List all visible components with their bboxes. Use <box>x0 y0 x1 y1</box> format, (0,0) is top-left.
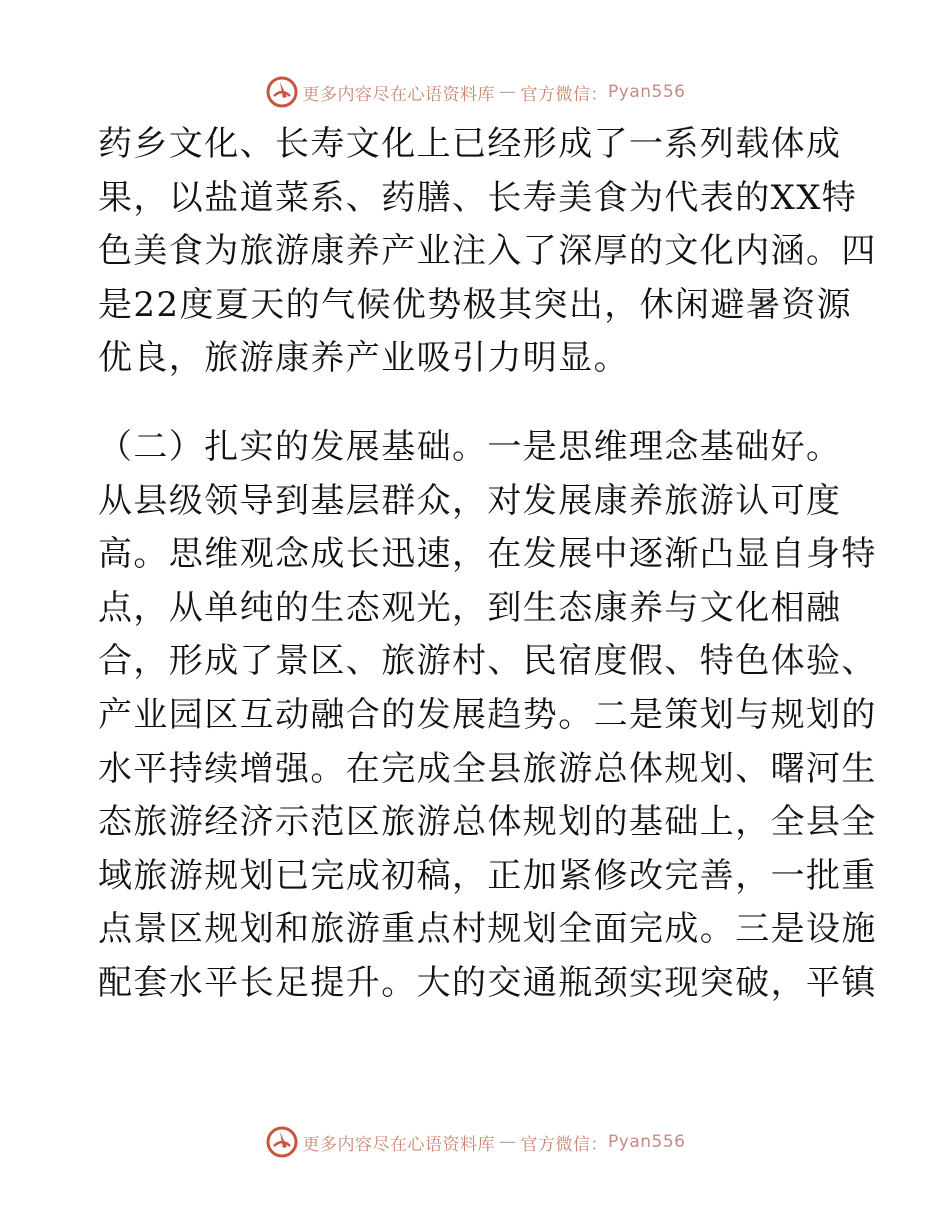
text-line: 是22度夏天的气候优势极其突出，休闲避暑资源 <box>98 284 853 325</box>
watermark-channel-text: 官方微信： <box>520 1134 609 1155</box>
text-line: 产业园区互动融合的发展趋势。二是策划与规划的 <box>98 694 877 735</box>
text-line: 水平持续增强。在完成全县旅游总体规划、曙河生 <box>98 748 877 789</box>
paragraph-climate-culture <box>98 118 877 386</box>
text-line: 色美食为旅游康养产业注入了深厚的文化内涵。四 <box>98 231 877 272</box>
text-line: 态旅游经济示范区旅游总体规划的基础上，全县全 <box>98 802 877 843</box>
text-line: 合，形成了景区、旅游村、民宿度假、特色体验、 <box>98 641 877 682</box>
text-line: 点景区规划和旅游重点村规划全面完成。三是设施 <box>98 909 877 950</box>
text-line: 高。思维观念成长迅速，在发展中逐渐凸显自身特 <box>98 534 877 575</box>
watermark-site-text: 更多内容尽在心语资料库 <box>302 1134 496 1155</box>
watermark-separator: — <box>499 82 517 102</box>
watermark-separator: — <box>499 1132 517 1152</box>
text-line: （二）扎实的发展基础。一是思维理念基础好。 <box>98 426 842 467</box>
watermark-channel-text: 官方微信： <box>520 84 609 105</box>
watermark-site-text: 更多内容尽在心语资料库 <box>302 84 496 105</box>
text-line: 域旅游规划已完成初稿，正加紧修改完善，一批重 <box>98 855 877 896</box>
text-line: 点，从单纯的生态观光，到生态康养与文化相融 <box>98 587 842 628</box>
text-line: 优良，旅游康养产业吸引力明显。 <box>98 338 629 379</box>
footer-watermark <box>0 1120 950 1164</box>
text-line: 药乡文化、长寿文化上已经形成了一系列载体成 <box>98 124 842 164</box>
text-line: 从县级领导到基层群众，对发展康养旅游认可度 <box>98 480 842 521</box>
paragraph-development-foundation <box>98 421 877 1011</box>
watermark-account-text: Pyan556 <box>608 1132 686 1152</box>
paragraph-gap <box>98 386 854 421</box>
header-watermark <box>0 70 950 114</box>
text-line: 配套水平长足提升。大的交通瓶颈实现突破，平镇 <box>98 962 877 1003</box>
text-line: 果，以盐道菜系、药膳、长寿美食为代表的XX特 <box>98 177 858 218</box>
book-pen-logo-icon <box>265 1125 299 1159</box>
watermark-account-text: Pyan556 <box>608 82 686 102</box>
book-pen-logo-icon <box>265 75 299 109</box>
document-body <box>98 118 877 1011</box>
